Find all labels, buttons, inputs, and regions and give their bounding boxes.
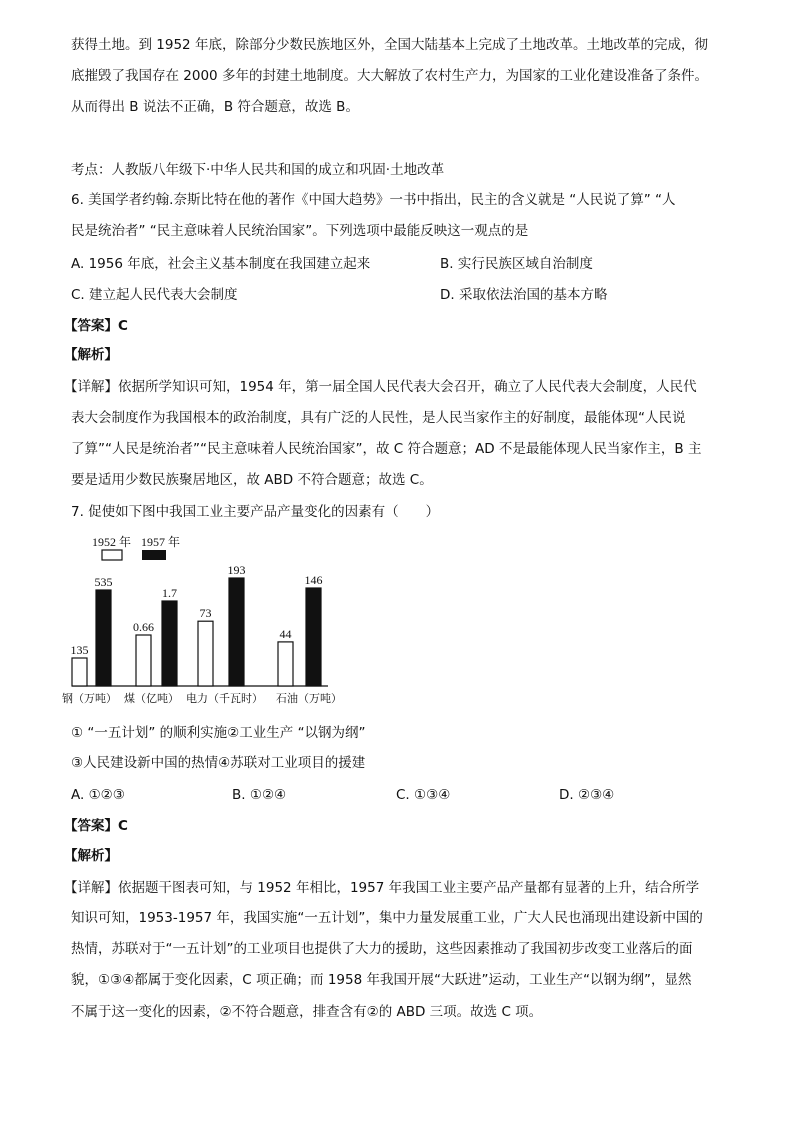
- knowledge-point: 考点：人教版八年级下·中华人民共和国的成立和巩固·土地改革: [71, 162, 445, 178]
- q7-analysis-label: 【解析】: [64, 848, 118, 864]
- q7-option-b: B. ①②④: [232, 787, 287, 803]
- text-line: 底摧毁了我国存在 2000 多年的封建土地制度。大大解放了农村生产力，为国家的工业化建设准备了条件。: [71, 68, 708, 84]
- data-label: 44: [279, 626, 292, 641]
- category-label: 钢（万吨）: [62, 693, 117, 705]
- q7-item: ③人民建设新中国的热情④苏联对工业项目的援建: [71, 755, 366, 771]
- q6-detail: 要是适用少数民族聚居地区，故 ABD 不符合题意；故选 C。: [71, 472, 433, 488]
- q6-stem: 民是统治者” “民主意味着人民统治国家”。下列选项中最能反映这一观点的是: [71, 223, 529, 239]
- data-label: 146: [304, 573, 323, 587]
- q6-detail: 表大会制度作为我国根本的政治制度，具有广泛的人民性，是人民当家作主的好制度，最能体现“人民说: [71, 410, 686, 426]
- q7-detail: 【详解】依据题干图表可知，与 1952 年相比，1957 年我国工业主要产品产量都有显著的上升，结合所学: [64, 880, 700, 896]
- q6-detail: 【详解】依据所学知识可知，1954 年，第一届全国人民代表大会召开，确立了人民代表大会制度，人民代: [64, 379, 697, 395]
- data-label: 193: [227, 563, 246, 577]
- q7-option-c: C. ①③④: [396, 787, 451, 803]
- q6-answer: 【答案】C: [64, 318, 128, 334]
- bar-1952: [198, 621, 213, 686]
- q6-analysis-label: 【解析】: [64, 347, 118, 363]
- data-label: 73: [199, 606, 212, 621]
- bar-1957: [306, 588, 321, 686]
- bar-1957: [96, 590, 111, 686]
- bar-1952: [72, 658, 87, 686]
- q7-detail: 知识可知，1953-1957 年，我国实施“一五计划”，集中力量发展重工业，广大人民也涌现出建设新中国的: [71, 910, 703, 926]
- text-line: 获得土地。到 1952 年底，除部分少数民族地区外，全国大陆基本上完成了土地改革。土地改革的完成，彻: [71, 37, 708, 53]
- bar-1952: [278, 642, 293, 686]
- q7-option-d: D. ②③④: [559, 787, 615, 803]
- q7-stem: 7. 促使如下图中我国工业主要产品产量变化的因素有（ ）: [71, 504, 440, 520]
- legend-swatch-1957: [142, 550, 166, 560]
- q6-option-b: B. 实行民族区域自治制度: [440, 256, 593, 272]
- category-label: 煤（亿吨）: [124, 693, 179, 705]
- q7-detail: 不属于这一变化的因素，②不符合题意，排查含有②的 ABD 三项。故选 C 项。: [71, 1004, 543, 1020]
- bar-1957: [162, 601, 177, 686]
- q6-option-a: A. 1956 年底，社会主义基本制度在我国建立起来: [71, 256, 371, 272]
- category-label: 电力（千瓦时）: [186, 693, 263, 705]
- q7-option-a: A. ①②③: [71, 787, 125, 803]
- data-label: 0.66: [133, 620, 154, 634]
- q7-detail: 热情，苏联对于“一五计划”的工业项目也提供了大力的援助，这些因素推动了我国初步改变工业落后的面: [71, 941, 693, 957]
- q6-stem: 6. 美国学者约翰.奈斯比特在他的著作《中国大趋势》一书中指出，民主的含义就是 “人民说了算” “人: [71, 192, 676, 208]
- q7-answer: 【答案】C: [64, 818, 128, 834]
- text-line: 从而得出 B 说法不正确，B 符合题意，故选 B。: [71, 99, 359, 115]
- q7-detail: 貌，①③④都属于变化因素，C 项正确；而 1958 年我国开展“大跃进”运动，工业生产“以钢为纲”，显然: [71, 972, 692, 988]
- q6-option-d: D. 采取依法治国的基本方略: [440, 287, 608, 303]
- legend-label-1952: 1952 年: [92, 535, 132, 549]
- bar-1952: [136, 635, 151, 686]
- production-bar-chart: [60, 530, 360, 710]
- q6-detail: 了算”“人民是统治者”“民主意味着人民统治国家”，故 C 符合题意；AD 不是最能体现人民当家作主，B 主: [71, 441, 702, 457]
- data-label: 135: [70, 643, 89, 657]
- bar-1957: [229, 578, 244, 686]
- q7-item: ① “一五计划” 的顺利实施②工业生产 “以钢为纲”: [71, 725, 366, 741]
- data-label: 535: [94, 575, 113, 589]
- data-label: 1.7: [162, 586, 177, 600]
- legend-label-1957: 1957 年: [141, 535, 181, 549]
- q6-option-c: C. 建立起人民代表大会制度: [71, 287, 238, 303]
- category-label: 石油（万吨）: [276, 693, 342, 705]
- legend-swatch-1952: [102, 550, 122, 560]
